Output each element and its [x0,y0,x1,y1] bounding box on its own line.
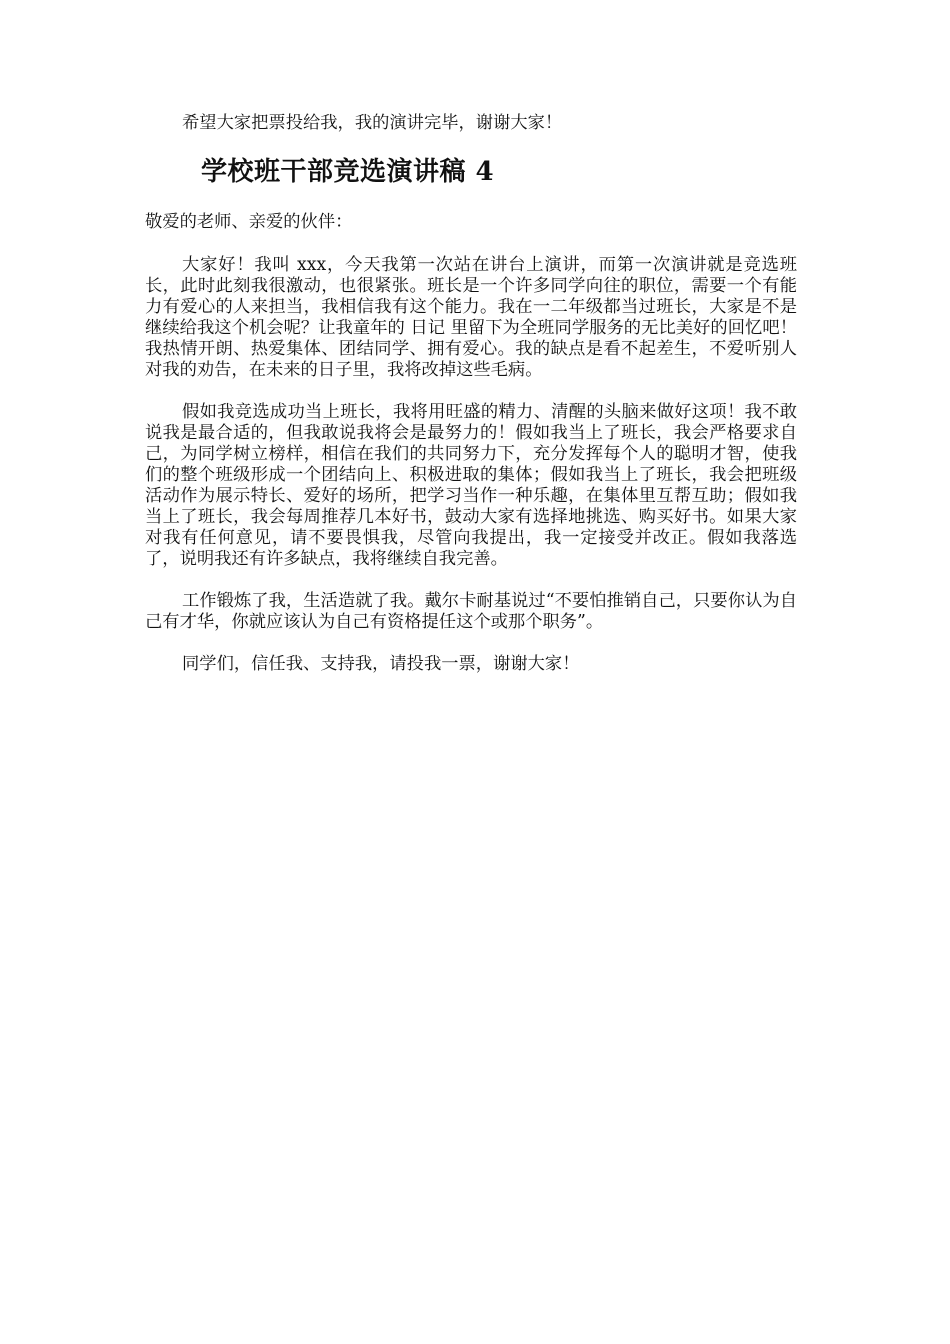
document-body [145,113,797,675]
body-paragraph-3: 工作锻炼了我，生活造就了我。戴尔卡耐基说过“不要怕推销自己，只要你认为自己有才华，你就应该认为自己有资格提任这个或那个职务”。 [145,591,797,632]
intro-closing-line: 希望大家把票投给我，我的演讲完毕，谢谢大家！ [182,113,563,133]
body-paragraph-1: 大家好！我叫 xxx，今天我第一次站在讲台上演讲，而第一次演讲就是竞选班长，此时此刻我很激动，也很紧张。班长是一个许多同学向往的职位，需要一个有能力有爱心的人来担当，我相信我有这个能力。我在一二年级都当过班长，大家是不是继续给我这个机会呢？让我童年的 日记 里留下为全班同学服务的无比美好的回忆吧！我热情开朗、热爱集体、团结同学、拥有爱心。我的缺点是看不起差生，不爱听别人对我的劝告，在未来的日子里，我将改掉这些毛病。 [145,255,797,380]
body-paragraph-4: 同学们，信任我、支持我，请投我一票，谢谢大家！ [182,654,580,674]
salutation: 敬爱的老师、亲爱的伙伴： [145,212,353,232]
speech-title: 学校班干部竞选演讲稿 4 [201,157,495,187]
body-paragraph-2: 假如我竞选成功当上班长，我将用旺盛的精力、清醒的头脑来做好这项！我不敢说我是最合适的，但我敢说我将会是最努力的！假如我当上了班长，我会严格要求自己，为同学树立榜样，相信在我们的共同努力下，充分发挥每个人的聪明才智，使我们的整个班级形成一个团结向上、积极进取的集体；假如我当上了班长，我会把班级活动作为展示特长、爱好的场所，把学习当作一种乐趣，在集体里互帮互助；假如我当上了班长，我会每周推荐几本好书，鼓动大家有选择地挑选、购买好书。如果大家对我有任何意见，请不要畏惧我，尽管向我提出，我一定接受并改正。假如我落选了，说明我还有许多缺点，我将继续自我完善。 [145,402,797,569]
